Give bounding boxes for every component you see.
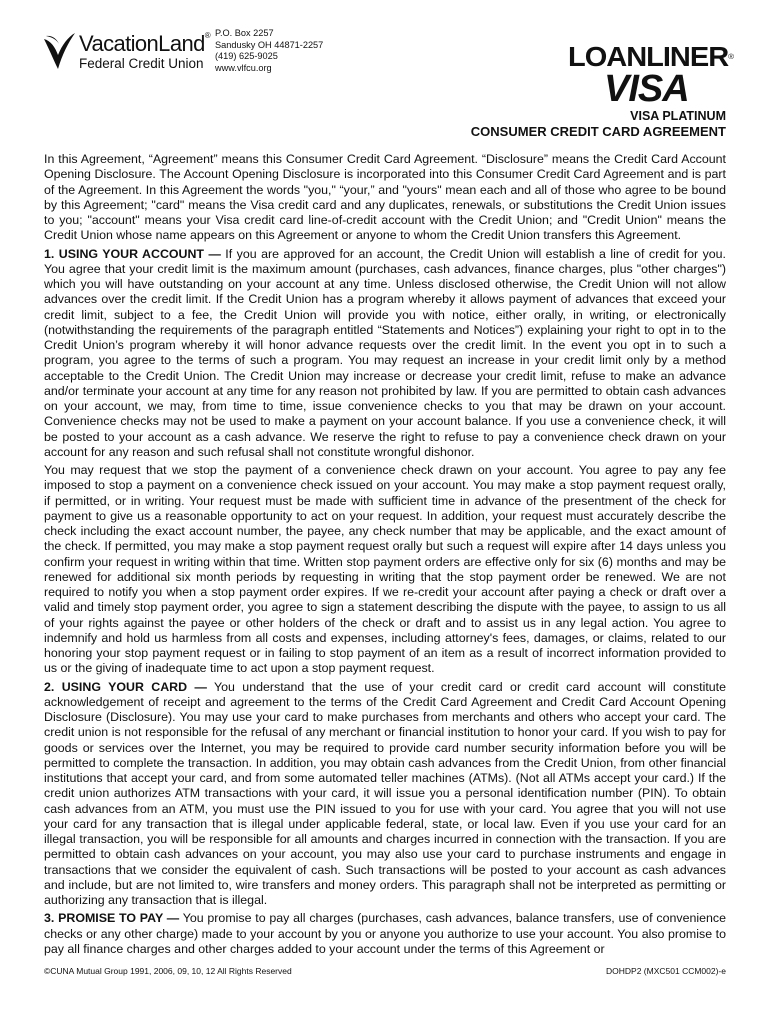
document-title <box>471 108 726 140</box>
checkmark-logo-icon <box>42 31 76 71</box>
loanliner-wordmark: LOANLINER® <box>568 42 734 73</box>
section-text: If you are approved for an account, the Credit Union will establish a line of credit for you. You agree that your credit limit is the maximum amount (purchases, cash advances, finance charges, plus "other charges") which you will have outstanding on your account at any time. Unless disclosed otherwise, the Credit Union will not allow advances over the credit limit. If the Credit Union has a program whereby it allows payment of advances that exceed your credit limit, subject to a fee, the Credit Union will provide you with notice, either orally, in writing, or electronically (notwithstanding the requirements of the paragraph entitled “Statements and Notices”) explaining your right to opt in to the Credit Union’s program whereby it will honor advance requests over the credit limit. In the event you opt in to such a program, you agree to the terms of such a program. You may request an increase in your credit limit only by a method acceptable to the Credit Union. The Credit Union may increase or decrease your credit limit, refuse to make an advance and/or terminate your account at any time for any reason not prohibited by law. If you are permitted to obtain cash advances on your account, we may, from time to time, issue convenience checks to you that may be drawn on your account. Convenience checks may not be used to make a payment on your account balance. If you use a convenience check, it will be posted to your account as a cash advance. We reserve the right to refuse to pay a convenience check drawn on your account for any reason and such refusal shall not constitute wrongful dishonor. <box>44 246 726 459</box>
agreement-body <box>44 152 726 960</box>
logo-subtitle: Federal Credit Union <box>79 56 204 71</box>
section-paragraph <box>44 911 726 957</box>
section-heading: 2. USING YOUR CARD — <box>44 679 207 694</box>
section-heading: 3. PROMISE TO PAY — <box>44 911 180 926</box>
section-text: You promise to pay all charges (purchases, cash advances, balance transfers, use of convenience checks or any other charge) made to your account by you or anyone you authorize to use your account. You also promise to pay all finance charges and other charges added to your account under the terms of this Agreement or <box>44 911 726 956</box>
loanliner-visa-logo <box>568 42 734 110</box>
section-paragraph <box>44 463 726 677</box>
address-line: (419) 625-9025 <box>215 51 278 61</box>
credit-union-address <box>215 28 323 74</box>
section-text: You understand that the use of your credit card or credit card account will constitute acknowledgement of receipt and agreement to the terms of the Credit Card Agreement and Credit Card Account Opening Disclosure (Disclosure). You may use your card to make purchases from merchants and others who accept your card. The credit union is not responsible for the refusal of any merchant or financial institution to honor your card. If you wish to pay for goods or services over the Internet, you may be required to provide card number security information before you will be permitted to complete the transaction. In addition, you may obtain cash advances from the Credit Union, from other financial institutions that accept your card, and from some automated teller machines (ATMs). (Not all ATMs accept your card.) If the credit union authorizes ATM transactions with your card, it will issue you a personal identification number (PIN). To obtain cash advances from an ATM, you must use the PIN issued to you for use with your card. You agree that you will not use your card for any transaction that is illegal under applicable federal, state, or local law. Even if you use your card for an illegal transaction, you will be responsible for all amounts and charges incurred in connection with the transaction. If you are permitted to obtain cash advances on your account, you may also use your card to purchase instruments and engage in transactions that we consider the equivalent of cash. Such transactions will be posted to your account as cash advances and include, but are not limited to, wire transfers and money orders. This paragraph shall not be interpreted as permitting or authorizing any transaction that is illegal. <box>44 679 727 907</box>
logo-name: VacationLand® <box>79 31 211 56</box>
section-heading: 1. USING YOUR ACCOUNT — <box>44 246 221 261</box>
copyright-footer: ©CUNA Mutual Group 1991, 2006, 09, 10, 12 All Rights Reserved <box>44 966 292 976</box>
form-code-footer: DOHDP2 (MXC501 CCM002)-e <box>606 966 726 976</box>
intro-paragraph: In this Agreement, “Agreement” means this Consumer Credit Card Agreement. “Disclosure” means the Credit Card Account Opening Disclosure. The Account Opening Disclosure is incorporated into this Consumer Credit Card Agreement and is part of the Agreement. In this Agreement the words "you," “your,” and "yours" mean each and all of those who agree to be bound by this Agreement; "card" means the Visa credit card and any duplicates, renewals, or substitutions the Credit Union issues to you; "account" means your Visa credit card line-of-credit account with the Credit Union; and "Credit Union" means the Credit Union whose name appears on this Agreement or anyone to whom the Credit Union transfers this Agreement. <box>44 152 726 243</box>
visa-wordmark: VISA <box>604 68 689 110</box>
section-paragraph <box>44 680 726 909</box>
address-website: www.vlfcu.org <box>215 62 272 73</box>
section-text: You may request that we stop the payment of a convenience check drawn on your account. You agree to pay any fee imposed to stop a payment on a convenience check issued on your account. You may make a stop payment request orally, if permitted, or in writing. Your request must be made with sufficient time in advance of the presentment of the check for payment to give us a reasonable opportunity to act on your request. In addition, your request must accurately describe the check including the exact account number, the payee, any check number that may be applicable, and the exact amount of the check. If permitted, you may make a stop payment request orally but such a request will expire after 14 days unless you confirm your request in writing within that time. Written stop payment orders are effective only for six (6) months and may be renewed for additional six month periods by requesting in writing that the stop payment order be renewed. We are not required to notify you when a stop payment order expires. If we re-credit your account after paying a check or draft over a valid and timely stop payment order, you agree to sign a statement describing the dispute with the payee, to assign to us all of your rights against the payee or other holders of the check or draft and to assist us in any legal action. You agree to indemnify and hold us harmless from all costs and expenses, including attorney's fees, damages, or claims, related to our honoring your stop payment request or in failing to stop payment of an item as a result of incorrect information provided to us or the giving of inadequate time to act upon a stop payment request. <box>44 463 726 676</box>
title-line-1: VISA PLATINUM <box>630 109 726 123</box>
credit-union-logo <box>42 27 212 75</box>
address-line: Sandusky OH 44871-2257 <box>215 39 324 50</box>
title-line-2: CONSUMER CREDIT CARD AGREEMENT <box>470 124 726 139</box>
section-paragraph <box>44 247 726 461</box>
address-line: P.O. Box 2257 <box>215 28 274 38</box>
